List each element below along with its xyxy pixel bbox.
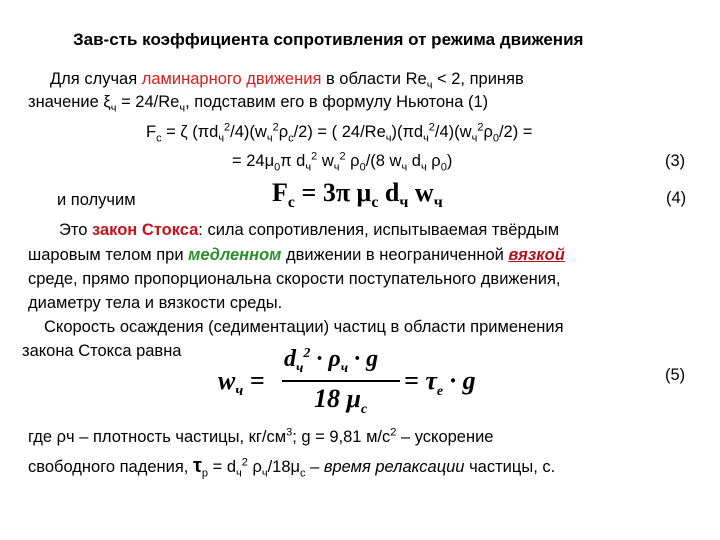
sub: р	[201, 467, 209, 480]
text: = 24/Re	[116, 93, 180, 111]
sup: 2	[390, 426, 397, 439]
text: шаровым телом при	[28, 246, 189, 264]
highlight-viscous: вязкой	[508, 246, 565, 264]
paragraph-laminar-line2	[28, 92, 489, 115]
paragraph-settling-line2: закона Стокса равна	[22, 342, 182, 360]
equation-number-5: (5)	[665, 366, 686, 384]
text: : сила сопротивления, испытываемая твёрдым	[198, 221, 560, 239]
formula-numerator: $d_ч^2 \cdot \rho_ч \cdot g$	[284, 346, 379, 376]
text: в области Re	[321, 70, 427, 88]
sup: 3	[286, 426, 293, 439]
text: где ρч – плотность частицы, кг/см	[28, 428, 287, 446]
text: свободного падения,	[28, 458, 193, 476]
equation-number-3: (3)	[665, 152, 686, 170]
fraction-bar	[282, 380, 400, 382]
tau-symbol: τ	[192, 455, 202, 477]
paragraph-stokes-line3: среде, прямо пропорциональна скорости поступательного движения,	[28, 270, 561, 288]
relaxation-time: время релаксации	[323, 458, 465, 476]
paragraph-stokes-line2	[28, 245, 565, 265]
paragraph-where-line2: свободного падения, $\tau_р = d_ч^2$ $\rho_ч/18\mu_с$ – время релаксации частицы, с.	[28, 455, 556, 480]
paragraph-settling-velocity: Скорость осаждения (седиментации) частиц в области применения	[44, 318, 564, 336]
text: частицы, с.	[464, 458, 556, 476]
equation-number-4: (4)	[666, 189, 687, 207]
sub: ч	[426, 79, 433, 92]
equation-stokes-law: $F_c = 3\pi$ $\mu_c$ $d_ч$ $w_ч$	[272, 178, 443, 212]
formula-lhs: $w_ч$ =	[218, 366, 265, 400]
text: Для случая	[50, 70, 142, 88]
text: значение ξ	[28, 93, 111, 111]
formula-rhs: = $\tau_e \cdot g$	[404, 366, 476, 400]
highlight-laminar: ламинарного движения	[141, 70, 322, 88]
sub: ч	[179, 102, 186, 115]
sub: ч	[110, 102, 117, 115]
formula-denominator: 18 $\mu_c$	[314, 384, 368, 418]
highlight-stokes-law: закон Стокса	[92, 221, 199, 239]
text: < 2, приняв	[432, 70, 524, 88]
paragraph-laminar	[50, 69, 524, 92]
text: – ускорение	[396, 428, 494, 446]
equation-newton-stokes-line1: $F_c = \zeta$ $(\pi d_ч^2/4)(w_ч^2\rho_c/2)$ = ( $24/Re_ч)(\pi d_ч^2/4)(w_ч^2\rho_0/2)$ =	[146, 121, 533, 145]
text: движении в неограниченной	[281, 246, 509, 264]
equation-newton-stokes-line2: = $24\mu_0\pi$ $d_ч^2$ $w_ч^2$ $\rho_0/(8$ $w_ч$ $d_ч$ $\rho_0$)	[232, 150, 453, 174]
paragraph-stokes-line4: диаметру тела и вязкости среды.	[28, 294, 283, 312]
text-and-receive: и получим	[57, 191, 136, 209]
page-title: Зав-сть коэффициента сопротивления от режима движения	[73, 30, 584, 49]
highlight-slow: медленном	[188, 246, 282, 264]
text: ; g = 9,81 м/с	[292, 428, 391, 446]
text: Это	[59, 221, 92, 239]
text: , подставим его в формулу Ньютона (1)	[185, 93, 489, 111]
paragraph-stokes-law	[59, 220, 559, 240]
paragraph-where	[28, 427, 493, 447]
equation-settling-velocity	[218, 346, 518, 416]
